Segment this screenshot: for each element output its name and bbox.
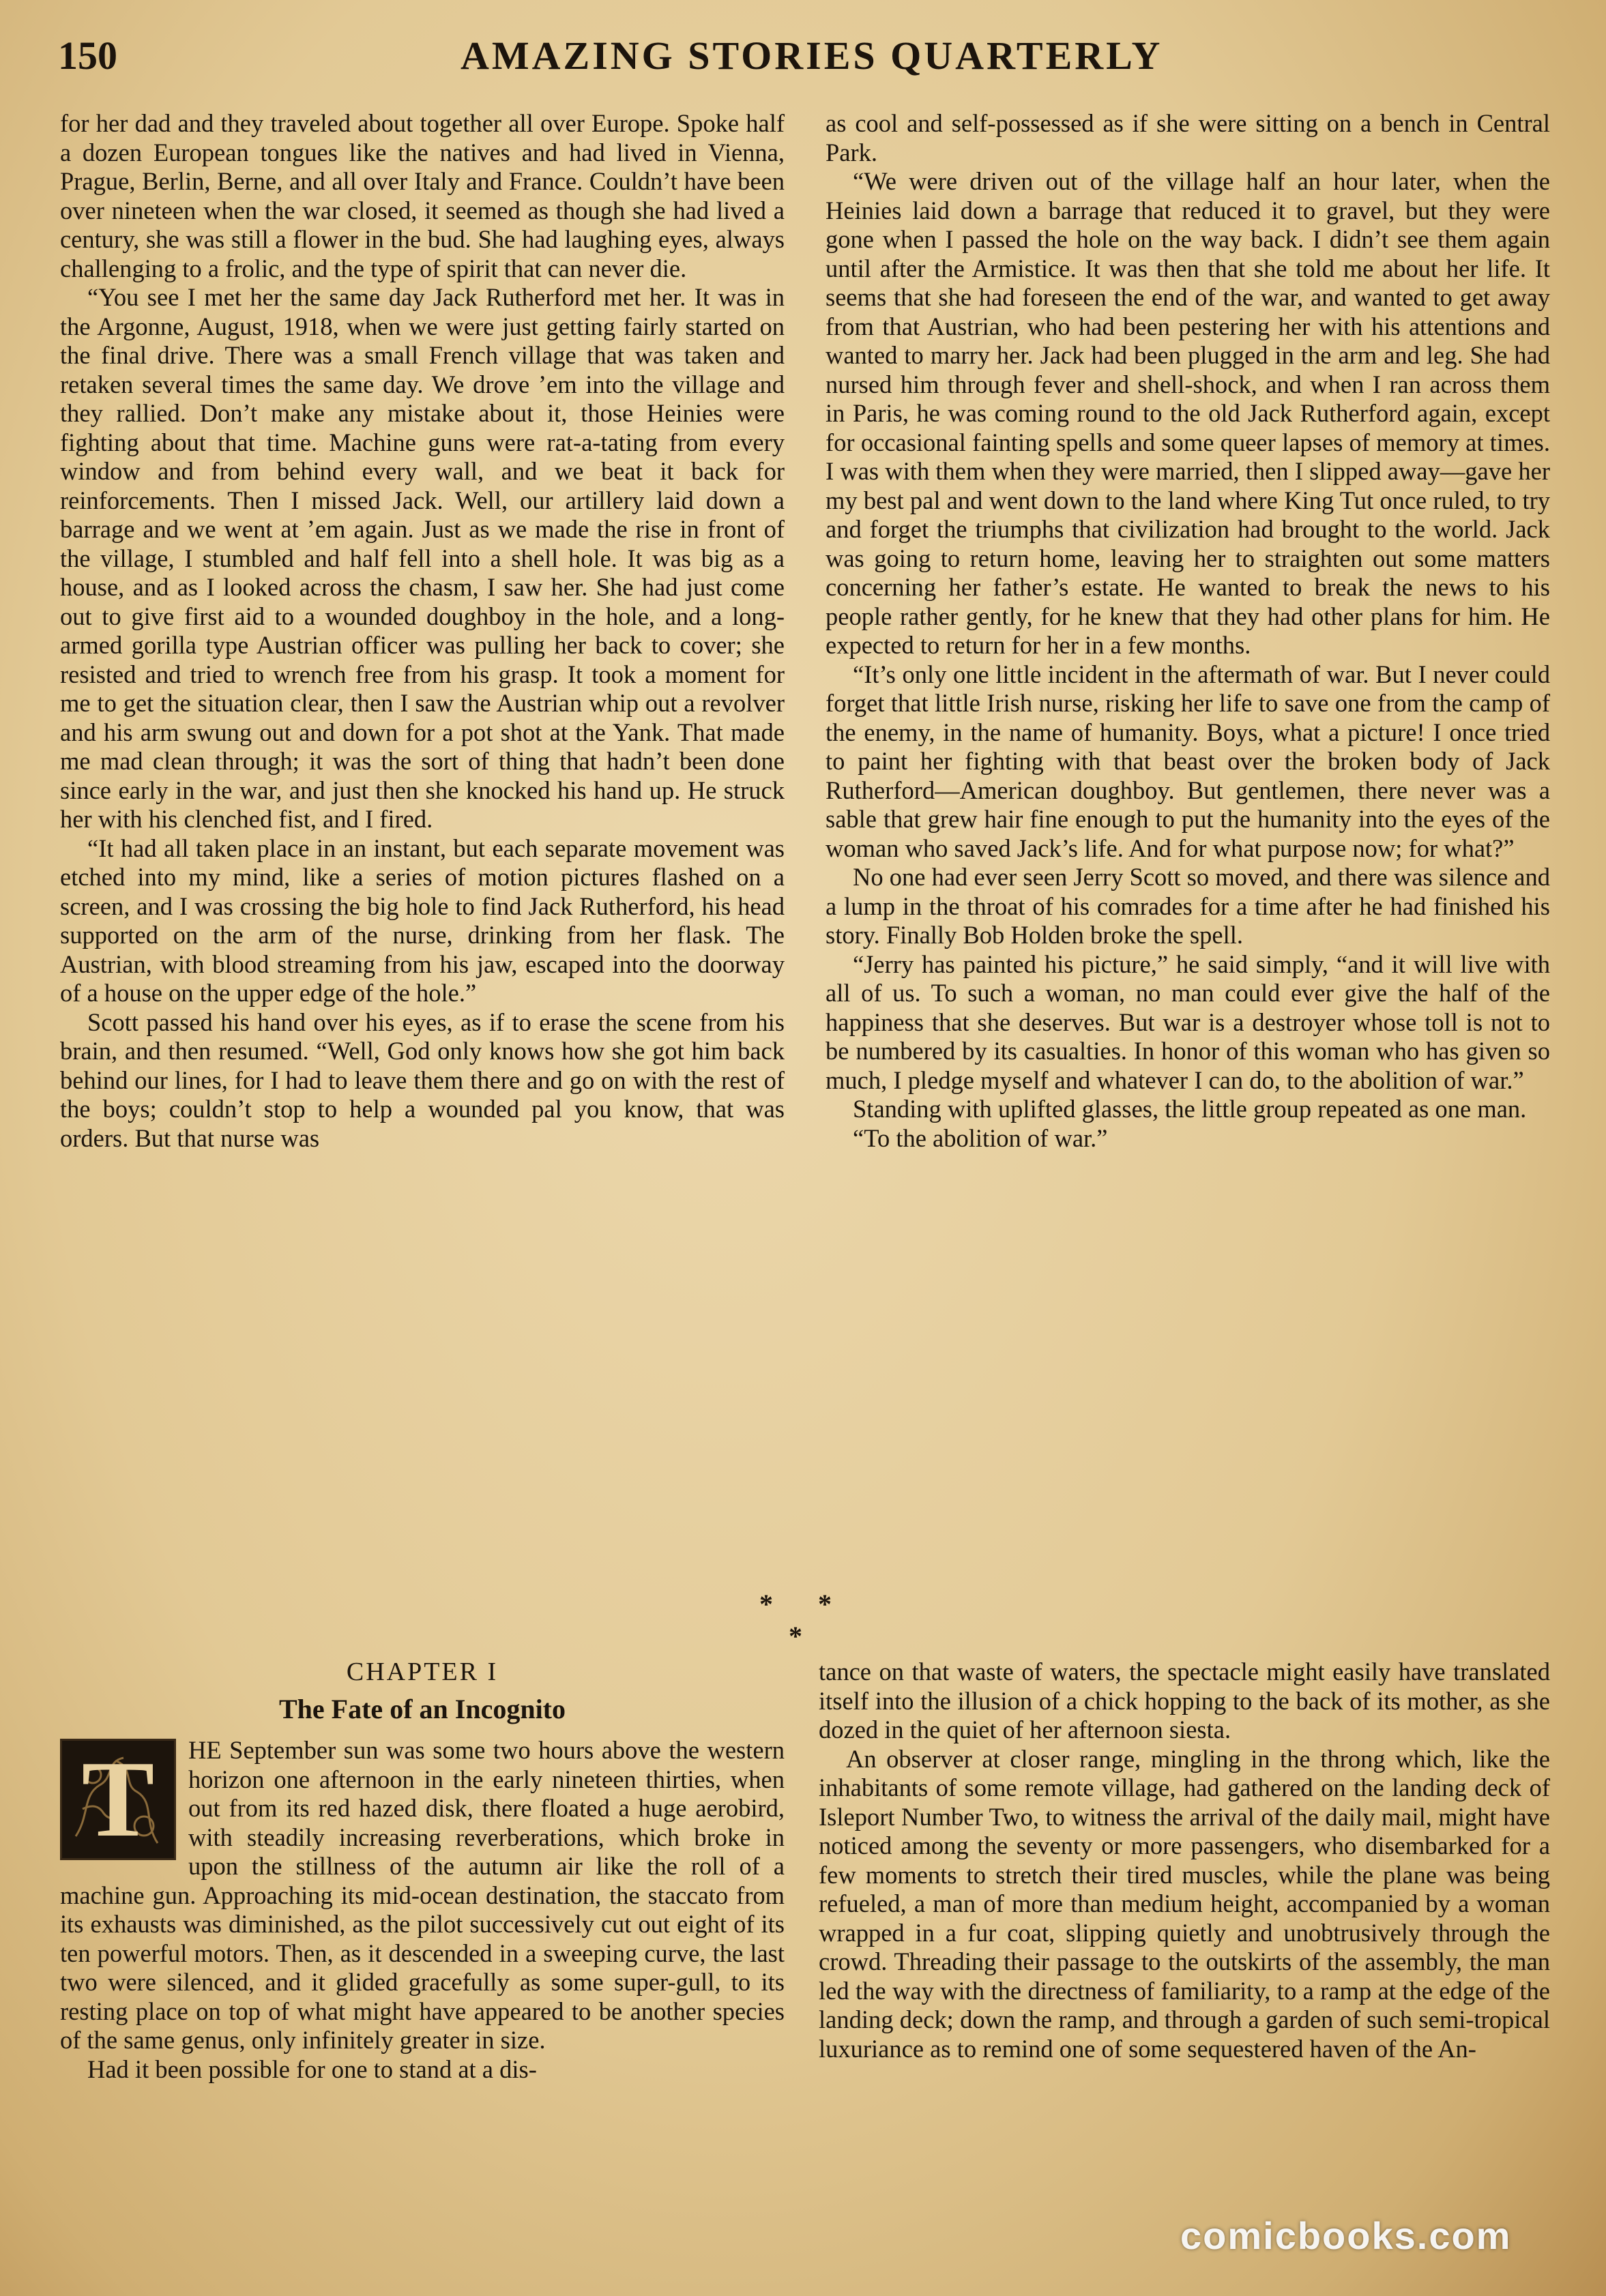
paragraph: An observer at closer range, mingling in the throng which, like the inhabitants of some remote village, had gathered on the landing deck of Isleport Number Two, to witness the arrival of the daily mail, might have noticed among the seventy or more passengers, who disembarked for a few moments to stretch their tired muscles, while the plane was being refueled, a man of more than medium height, accompanied by a woman wrapped in a fur coat, slipping quietly and unobtrusively through the crowd. Threading their passage to the outskirts of the assembly, the man led the way with the directness of familiarity, to a ramp at the edge of the landing deck; down the ramp, and through a garden of such semi-tropical luxuriance as to remind one of some sequestered haven of the An- [819,1744,1550,2063]
paragraph: “We were driven out of the village half an hour later, when the Heinies laid down a barrage that reduced it to gravel, but they were gone when I passed the hole on the way back. I didn’t see them again until after the Armistice. It was then that she told me about her life. It seems that she had foreseen the end of the war, and wanted to get away from that Austrian, who had been pestering her with his attentions and wanted to marry her. Jack had been plugged in the arm and leg. She had nursed him through fever and shell-shock, and when I ran across them in Paris, he was coming round to the old Jack Rutherford again, except for occasional fainting spells and some queer lapses of memory at times. I was with them when they were married, then I slipped away—gave her my best pal and went down to the land where King Tut once ruled, to try and forget the triumphs that civilization had brought to the world. Jack was going to return home, leaving her to straighten out some matters concerning her father’s estate. He wanted to break the news to his people rather gently, for he knew that they had other plans for him. He expected to return for her in a few months. [826,167,1550,659]
column-2 [826,109,1550,1153]
paragraph: “It had all taken place in an instant, but each separate movement was etched into my mind, like a series of motion pictures flashed on a screen, and I was crossing the big hole to find Jack Rutherford, his head supported on the arm of the nurse, drinking from her flask. The Austrian, with blood streaming from his jaw, escaped into the doorway of a house on the upper edge of the hole.” [60,834,785,1007]
paragraph: HE September sun was some two hours above the western horizon one afternoon in the early nineteen thirties, when out from its red hazed disk, there floated a huge aerobird, with steadily increasing reverberations, which broke in upon the stillness of the autumn air like the roll of a machine gun. Approaching its mid-ocean destination, the staccato from its exhausts was diminished, as the pilot successively cut out eight of its ten powerful motors. Then, as it descended in a sweeping curve, the last two were silenced, and it glided gracefully as some super-gull, to its resting place on top of what might have appeared to be another species of the same genus, only infinitely greater in size. [60,1736,785,2054]
page-header [58,33,1559,87]
paragraph: “To the abolition of war.” [853,1123,1108,1152]
paragraph: for her dad and they traveled about together all over Europe. Spoke half a dozen European tongues like the natives and had lived in Vienna, Prague, Berlin, Berne, and all over Italy and France. Couldn’t have been over nineteen when the war closed, it seemed as though she had lived a century, she was still a flower in the bud. She had laughing eyes, always challenging to a frolic, and the type of spirit that can never die. [60,109,785,282]
paragraph: “It’s only one little incident in the aftermath of war. But I never could forget that little Irish nurse, risking her life to save one from the camp of the enemy, in the name of humanity. Boys, what a picture! I once tried to paint her fighting with that beast over the broken body of Jack Rutherford—American doughboy. But gentlemen, there never was a sable that grew hair fine enough to put the humanity into the eyes of the woman who saved Jack’s life. And for what purpose now; for what?” [826,660,1550,862]
paragraph: Scott passed his hand over his eyes, as if to erase the scene from his brain, and then resumed. “Well, God only knows how she got him back behind our lines, for I had to leave them there and go on with the rest of the boys; couldn’t stop to help a wounded pal you know, that was orders. But that nurse was [60,1007,785,1152]
paragraph: tance on that waste of waters, the spectacle might easily have translated itself into the illusion of a chick hopping to the back of its mother, as she dozed in the quiet of her afternoon siesta. [819,1658,1550,1743]
paragraph: Standing with uplifted glasses, the little group repeated as one man. [853,1095,1527,1123]
column-1 [60,109,785,1153]
watermark-logo: comicbooks.com [1180,2214,1512,2257]
dropcap-letter: T [81,1738,155,1859]
running-title: AMAZING STORIES QUARTERLY [461,33,1163,78]
paragraph: No one had ever seen Jerry Scott so moved, and there was silence and a lump in the throat of his comrades for a time after he had finished his story. Finally Bob Holden broke the spell. [826,863,1550,949]
page-number: 150 [58,33,117,78]
paragraph: Had it been possible for one to stand at a dis- [87,2055,537,2083]
paragraph: “You see I met her the same day Jack Rutherford met her. It was in the Argonne, August, 1918, when we were just getting fairly started on the final drive. There was a small French village that was taken and retaken several times the same day. We drove ’em into the village and they rallied. Don’t make any mistake about it, those Heinies were fighting about that time. Machine guns were rat-a-tating from every window and from behind every wall, and we beat it back for reinforcements. Then I missed Jack. Well, our artillery laid down a barrage and we went at ’em again. Just as we made the rise in front of the village, I stumbled and half fell into a shell hole. It was big as a house, and as I looked across the chasm, I saw her. She had just come out to give first aid to a wounded doughboy in the hole, and a long-armed gorilla type Austrian officer was pulling her back to cover; she resisted and tried to wrench free from his grasp. It took a moment for me to get the situation clear, then I saw the Austrian whip out a revolver and his arm swung out and down for a pot shot at the Yank. That made me mad clean through; it was the sort of thing that hadn’t been done since early in the war, and just then she knocked his hand up. He struck her with his clenched fist, and I fired. [60,283,785,833]
column-3 [60,1658,785,2084]
section-divider: * * * [759,1589,851,1651]
paragraph: as cool and self-possessed as if she were sitting on a bench in Central Park. [826,109,1550,166]
column-4 [819,1658,1550,2063]
chapter-heading: CHAPTER I [346,1658,499,1686]
paragraph: “Jerry has painted his picture,” he said simply, “and it will live with all of us. To such a woman, no man could ever give the half of the happiness that she deserves. But war is a destroyer whose toll is not to be numbered by its casualties. In honor of this woman who has given so much, I pledge myself and whatever I can do, to the abolition of war.” [826,950,1550,1094]
dropcap-ornament [60,1739,176,1860]
chapter-title: The Fate of an Incognito [279,1693,566,1724]
